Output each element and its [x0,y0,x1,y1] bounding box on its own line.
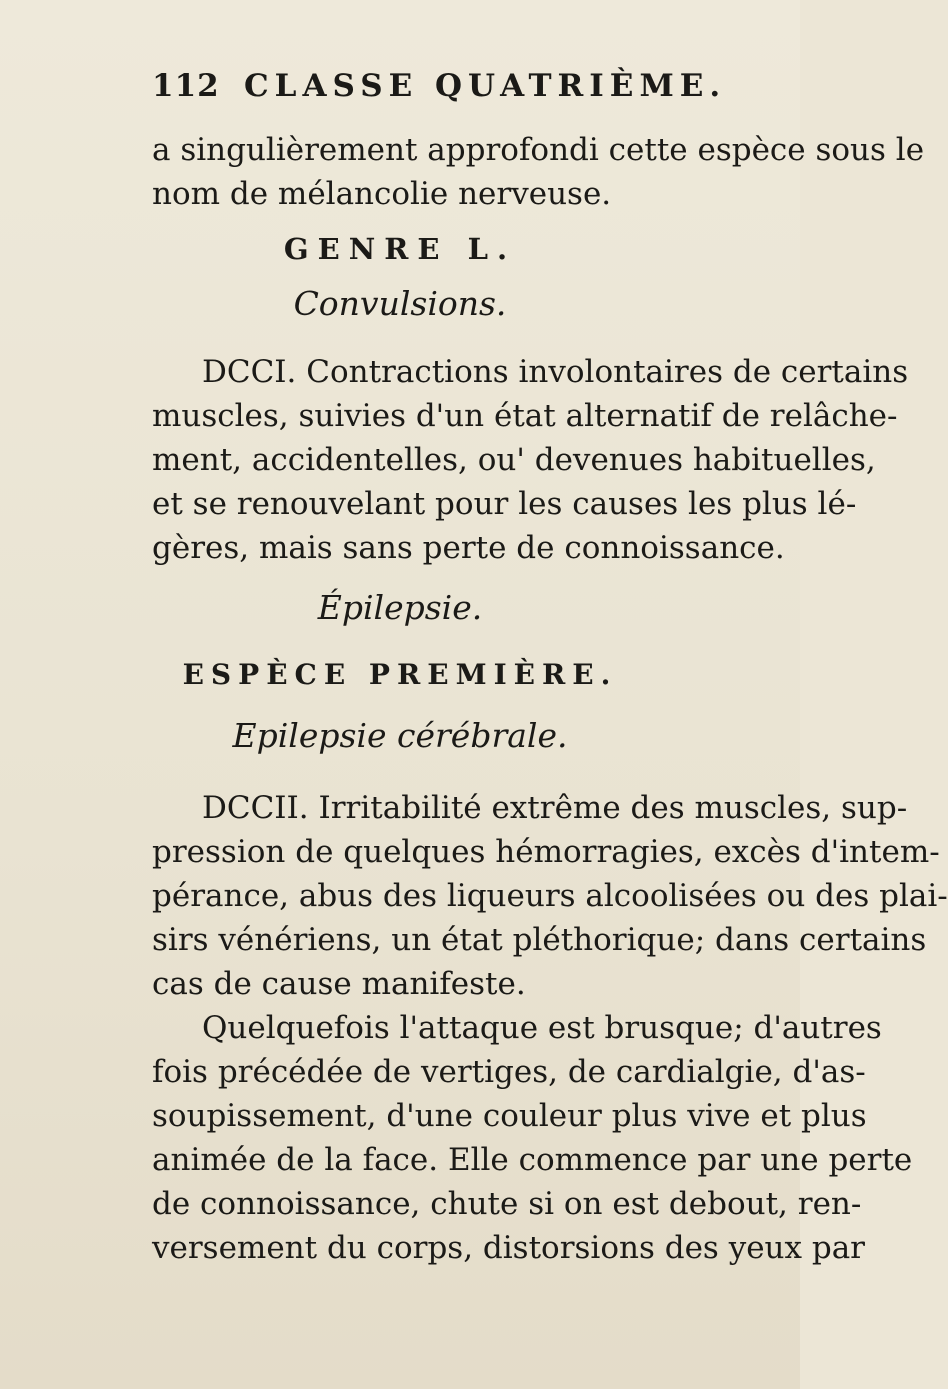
dcci-line-2: muscles, suivies d'un état alternatif de relâche- [152,398,898,434]
quelquefois-line-1: Quelquefois l'attaque est brusque; d'autres [202,1010,882,1046]
quelquefois-line-2: fois précédée de vertiges, de cardialgie, d'as- [152,1054,866,1090]
intro-line-2 [152,172,611,216]
quelquefois-line-6: versement du corps, distorsions des yeux par [152,1230,865,1266]
quelquefois-line-3: soupissement, d'une couleur plus vive et plus [152,1098,867,1134]
page-number: 112 [152,68,220,104]
dccii-line-3: pérance, abus des liqueurs alcoolisées ou des plai- [152,878,948,914]
espece-heading: ESPÈCE PREMIÈRE. [182,658,618,691]
running-title: CLASSE QUATRIÈME. [244,68,727,104]
epilepsie-title: Épilepsie. [317,588,483,627]
dcci-line-5: gères, mais sans perte de connoissance. [152,530,785,566]
quelquefois-line-4: animée de la face. Elle commence par une perte [152,1142,913,1178]
intro-line-2-text: nom de mélancolie nerveuse. [152,176,612,212]
running-head [152,68,752,112]
intro-line-1: a singulièrement approfondi cette espèce sous le [152,132,925,168]
dcci-line-4: et se renouvelant pour les causes les plus lé- [152,486,857,522]
genre-heading: GENRE L. [283,232,517,266]
dccii-line-1: DCCII. Irritabilité extrême des muscles, sup- [202,790,908,826]
quelquefois-line-5: de connoissance, chute si on est debout, ren- [152,1186,862,1222]
genre-title: Convulsions. [293,284,507,323]
espece-title: Epilepsie cérébrale. [232,716,568,755]
dccii-line-2: pression de quelques hémorragies, excès d'intem- [152,834,940,870]
dccii-line-4: sirs vénériens, un état pléthorique; dans certains [152,922,927,958]
dcci-line-1: DCCI. Contractions involontaires de certains [202,354,909,390]
dcci-line-3: ment, accidentelles, ou' devenues habituelles, [152,442,876,478]
dccii-line-5: cas de cause manifeste. [152,966,526,1002]
